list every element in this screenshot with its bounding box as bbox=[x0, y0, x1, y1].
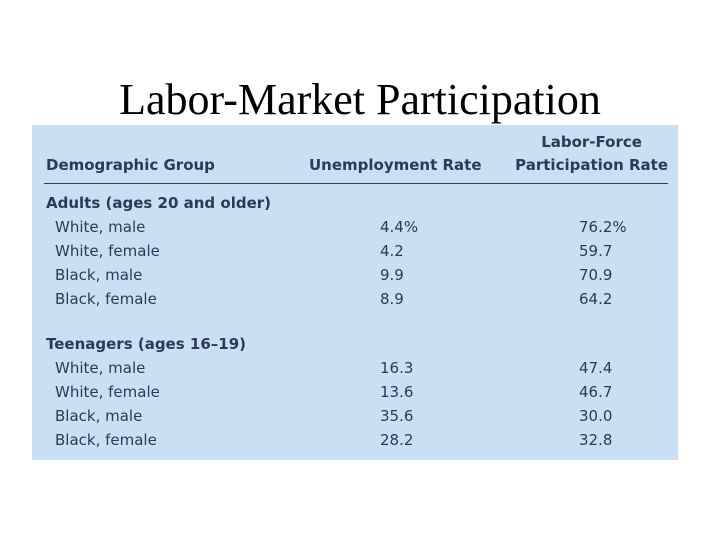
header-lfpr-line-2: Participation Rate bbox=[515, 156, 668, 174]
slide-title: Labor-Market Participation bbox=[119, 75, 601, 124]
table-row bbox=[32, 215, 678, 239]
cell-unemployment-rate: 8.9 bbox=[380, 290, 404, 308]
table-row bbox=[32, 239, 678, 263]
cell-demographic-group: Black, female bbox=[55, 431, 157, 449]
section-heading-teenagers: Teenagers (ages 16–19) bbox=[46, 335, 246, 353]
header-divider bbox=[44, 183, 668, 184]
cell-participation-rate: 70.9 bbox=[579, 266, 613, 284]
cell-participation-rate: 30.0 bbox=[579, 407, 613, 425]
table-row bbox=[32, 380, 678, 404]
table-row bbox=[32, 428, 678, 452]
header-lfpr-line-1: Labor-Force bbox=[541, 133, 642, 151]
cell-demographic-group: White, male bbox=[55, 359, 146, 377]
cell-unemployment-rate: 16.3 bbox=[380, 359, 414, 377]
cell-participation-rate: 76.2% bbox=[579, 218, 627, 236]
cell-unemployment-rate: 35.6 bbox=[380, 407, 414, 425]
cell-unemployment-rate: 4.4% bbox=[380, 218, 419, 236]
table-row bbox=[32, 404, 678, 428]
data-table bbox=[32, 125, 678, 460]
cell-demographic-group: White, female bbox=[55, 383, 160, 401]
header-labor-force-participation-rate bbox=[515, 131, 668, 177]
table-row bbox=[32, 263, 678, 287]
cell-unemployment-rate: 28.2 bbox=[380, 431, 414, 449]
cell-unemployment-rate: 9.9 bbox=[380, 266, 404, 284]
cell-participation-rate: 47.4 bbox=[579, 359, 613, 377]
cell-demographic-group: Black, female bbox=[55, 290, 157, 308]
cell-participation-rate: 59.7 bbox=[579, 242, 613, 260]
cell-demographic-group: White, male bbox=[55, 218, 146, 236]
table-row bbox=[32, 356, 678, 380]
cell-participation-rate: 46.7 bbox=[579, 383, 613, 401]
cell-demographic-group: White, female bbox=[55, 242, 160, 260]
cell-unemployment-rate: 4.2 bbox=[380, 242, 404, 260]
section-heading-adults: Adults (ages 20 and older) bbox=[46, 194, 271, 212]
header-demographic-group: Demographic Group bbox=[46, 156, 215, 174]
cell-demographic-group: Black, male bbox=[55, 266, 143, 284]
cell-demographic-group: Black, male bbox=[55, 407, 143, 425]
cell-unemployment-rate: 13.6 bbox=[380, 383, 414, 401]
header-unemployment-rate: Unemployment Rate bbox=[309, 156, 482, 174]
cell-participation-rate: 64.2 bbox=[579, 290, 613, 308]
table-row bbox=[32, 287, 678, 311]
cell-participation-rate: 32.8 bbox=[579, 431, 613, 449]
